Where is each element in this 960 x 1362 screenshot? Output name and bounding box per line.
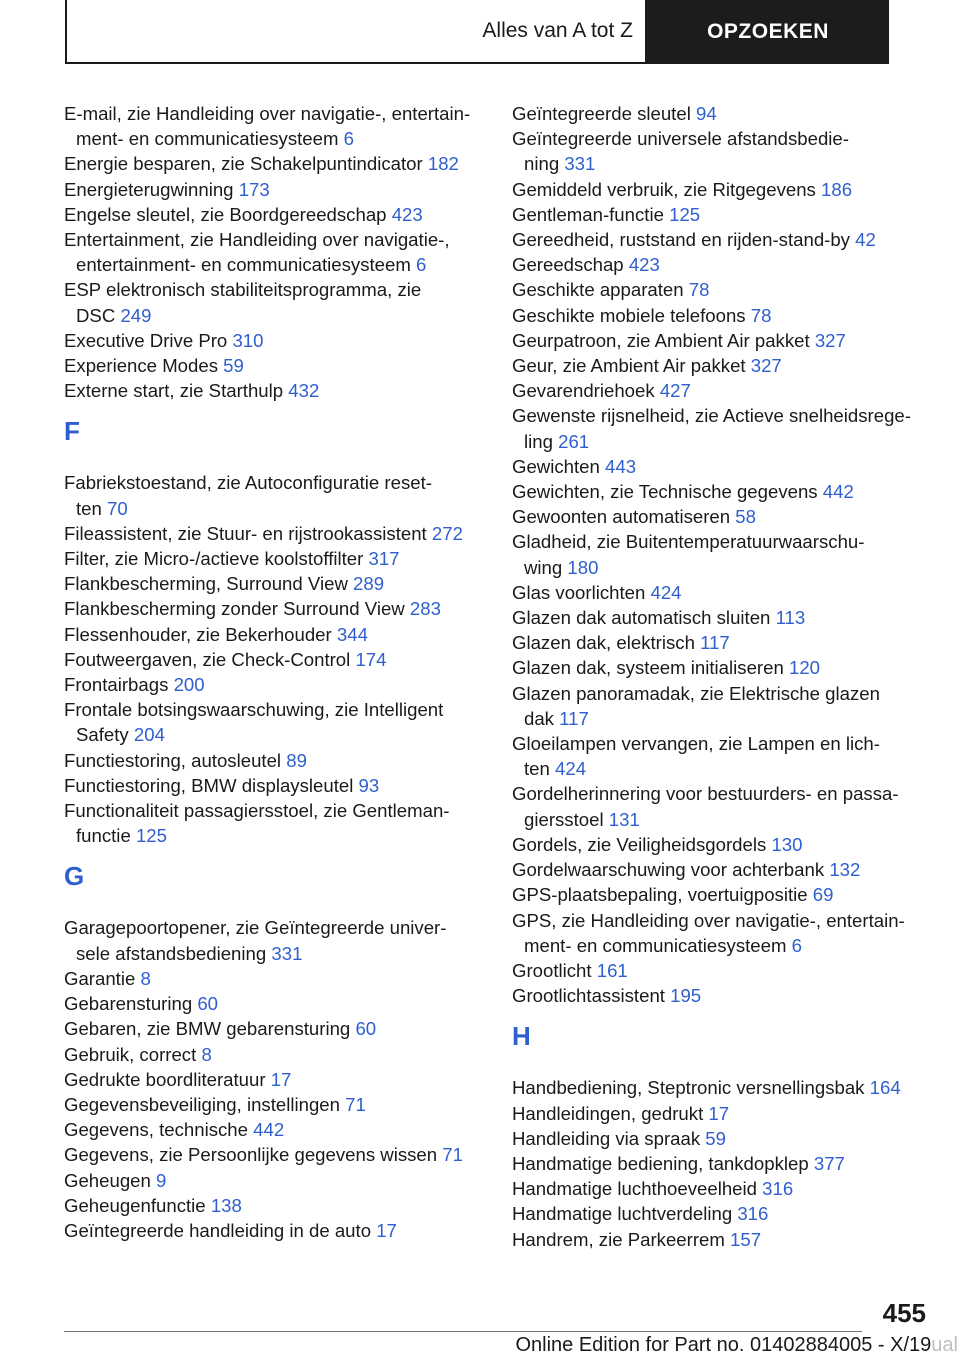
page-link[interactable]: 249 [120, 304, 152, 326]
index-entry [64, 1142, 484, 1167]
index-entry-text: wing [524, 556, 563, 578]
index-entry-text: Grootlicht [512, 959, 592, 981]
index-entry [64, 101, 484, 151]
page-link[interactable]: 186 [821, 178, 853, 200]
index-entry [512, 908, 932, 958]
index-entry-text: Gordels, zie Veiligheidsgordels [512, 833, 767, 855]
index-entry-text: Gordelherinnering voor bestuurders- en passa‐ [512, 783, 899, 805]
page-link[interactable]: 42 [855, 229, 876, 251]
page-link[interactable]: 59 [223, 355, 244, 377]
page-link[interactable]: 327 [814, 329, 846, 351]
index-entry-text: Frontairbags [64, 674, 169, 696]
page-link[interactable]: 78 [750, 304, 772, 326]
index-entry [64, 773, 484, 798]
index-entry-text: Gedrukte boordliteratuur [64, 1068, 266, 1090]
page-link[interactable]: 6 [416, 254, 427, 276]
index-entry-text: Gloeilampen vervangen, zie Lampen en lich‐ [512, 733, 880, 755]
page-link[interactable]: 125 [135, 825, 167, 847]
page-link[interactable]: 377 [813, 1152, 845, 1174]
page-link[interactable]: 89 [286, 749, 307, 771]
index-entry-text: ling [524, 430, 553, 452]
index-entry [64, 991, 484, 1016]
page-link[interactable]: 117 [559, 707, 589, 729]
page-link[interactable]: 424 [650, 581, 682, 603]
index-entry-text: E-mail, zie Handleiding over navigatie-, entertain‐ [64, 103, 471, 124]
page-link[interactable]: 317 [368, 548, 400, 570]
index-entry-text: Gewichten [512, 455, 600, 477]
page-link[interactable]: 204 [133, 724, 165, 746]
page-link[interactable]: 58 [735, 506, 756, 528]
index-entry-text: Garagepoortopener, zie Geïntegreerde univer‐ [64, 917, 447, 939]
index-entry-text: Externe start, zie Starthulp [64, 380, 284, 402]
page-link[interactable]: 71 [345, 1093, 366, 1115]
page-link[interactable]: 331 [271, 942, 303, 964]
index-entry-text: Geur, zie Ambient Air pakket [512, 355, 746, 377]
index-entry-text: ten [524, 758, 550, 780]
index-entry-text: Gereedheid, ruststand en rijden-stand-by [512, 229, 850, 251]
index-entry-text: ning [524, 153, 560, 175]
index-entry-text: ment- en communicatiesysteem [524, 934, 787, 956]
index-entry [64, 1067, 484, 1092]
index-entry [64, 378, 484, 403]
index-entry-text: Glazen panoramadak, zie Elektrische glazen [512, 682, 880, 704]
page-link[interactable]: 423 [628, 254, 660, 276]
index-entry-text: Glazen dak, elektrisch [512, 632, 695, 654]
page-link[interactable]: 344 [336, 623, 368, 645]
index-entry [512, 403, 932, 453]
page-link[interactable]: 93 [358, 774, 380, 796]
page-link[interactable]: 261 [558, 430, 590, 452]
index-entry-text: sele afstandsbediening [76, 942, 267, 964]
page-link[interactable]: 6 [343, 128, 354, 150]
index-column-left [64, 101, 484, 1243]
index-entry [64, 571, 484, 596]
index-entry [512, 1151, 932, 1176]
index-entry-text: Glazen dak automatisch sluiten [512, 607, 771, 629]
page-link[interactable]: 8 [140, 967, 151, 989]
index-entry [64, 672, 484, 697]
footer-watermark: ual [931, 1334, 958, 1356]
page-link[interactable]: 200 [173, 674, 205, 696]
index-entry [512, 681, 932, 731]
page-link[interactable]: 60 [197, 993, 219, 1015]
index-entry-text: functie [76, 825, 131, 847]
index-column-right [512, 101, 932, 1252]
index-entry [64, 1218, 484, 1243]
index-entry-text: Gebarensturing [64, 993, 193, 1015]
index-entry-text: Geïntegreerde sleutel [512, 103, 691, 124]
index-entry [64, 1092, 484, 1117]
page-link[interactable]: 8 [201, 1043, 212, 1065]
index-entry-text: dak [524, 707, 554, 729]
footer-edition-text: Online Edition for Part no. 01402884005 - X/19 [515, 1334, 932, 1356]
index-entry [512, 832, 932, 857]
page-link[interactable]: 331 [564, 153, 596, 175]
index-entry-text: Experience Modes [64, 355, 218, 377]
index-entry [64, 798, 484, 848]
index-entry-text: Fileassistent, zie Stuur- en rijstrookassistent [64, 522, 427, 544]
index-entry [512, 252, 932, 277]
index-entry [64, 596, 484, 621]
index-entry [512, 882, 932, 907]
index-entry-text: Handbediening, Steptronic versnellingsbak [512, 1077, 865, 1099]
page-link[interactable]: 6 [791, 934, 802, 956]
page-link[interactable]: 120 [788, 657, 821, 679]
index-entry [512, 1227, 932, 1252]
index-entry-text: Gemiddeld verbruik, zie Ritgegevens [512, 178, 816, 200]
page-link[interactable]: 60 [355, 1018, 377, 1040]
index-entry-text: Gordelwaarschuwing voor achterbank [512, 859, 825, 881]
page-link[interactable]: 59 [705, 1127, 726, 1149]
index-entry [512, 781, 932, 831]
index-letter-heading: F [64, 416, 80, 447]
index-entry-text: Filter, zie Micro-/actieve koolstoffilter [64, 548, 364, 570]
index-entry [512, 529, 932, 579]
page-link[interactable]: 427 [659, 380, 691, 402]
page-link[interactable]: 316 [737, 1203, 769, 1225]
index-entry-text: Foutweergaven, zie Check-Control [64, 648, 351, 670]
index-entry-text: ten [76, 497, 102, 519]
index-entry [512, 277, 932, 302]
index-entry [512, 177, 932, 202]
page-link[interactable]: 423 [391, 203, 423, 225]
page-link[interactable]: 113 [775, 607, 806, 629]
index-entry [64, 647, 484, 672]
page-link[interactable]: 174 [355, 648, 387, 670]
index-entry [64, 151, 484, 176]
index-entry [512, 983, 932, 1008]
index-entry [64, 470, 484, 520]
page-link[interactable]: 272 [431, 522, 463, 544]
page-link[interactable]: 161 [596, 959, 628, 981]
index-entry [512, 1126, 932, 1151]
index-entry [512, 504, 932, 529]
page-link[interactable]: 131 [608, 808, 640, 830]
index-entry-text: DSC [76, 304, 116, 326]
index-entry [64, 697, 484, 747]
index-entry [64, 177, 484, 202]
index-entry-text: Glas voorlichten [512, 581, 646, 603]
index-entry [512, 731, 932, 781]
page-number: 455 [882, 1298, 926, 1328]
index-entry-text: Geheugenfunctie [64, 1194, 206, 1216]
page-link[interactable]: 283 [409, 598, 441, 620]
page-link[interactable]: 69 [812, 884, 834, 906]
page-link[interactable]: 70 [107, 497, 128, 519]
page-link[interactable]: 442 [253, 1119, 285, 1141]
page-link[interactable]: 164 [869, 1077, 901, 1099]
index-entry-text: Executive Drive Pro [64, 329, 228, 351]
index-entry [64, 202, 484, 227]
index-entry [512, 126, 932, 176]
page-link[interactable]: 94 [696, 103, 717, 124]
index-entry [512, 202, 932, 227]
index-entry [512, 655, 932, 680]
page-link[interactable]: 432 [288, 380, 320, 402]
index-entry [64, 227, 484, 277]
index-entry-text: Functiestoring, autosleutel [64, 749, 282, 771]
index-entry-text: Gentleman-functie [512, 203, 664, 225]
index-entry [64, 277, 484, 327]
index-entry [64, 353, 484, 378]
page-link[interactable]: 132 [829, 859, 861, 881]
index-entry-text: Energieterugwinning [64, 178, 234, 200]
index-entry [512, 454, 932, 479]
index-entry [512, 227, 932, 252]
index-entry-text: Geïntegreerde handleiding in de auto [64, 1219, 372, 1241]
index-entry [64, 1016, 484, 1041]
page-link[interactable]: 130 [771, 833, 803, 855]
index-entry [64, 966, 484, 991]
index-entry [64, 546, 484, 571]
index-entry [512, 1075, 932, 1100]
page-link[interactable]: 195 [670, 985, 702, 1007]
index-entry-text: Gereedschap [512, 254, 624, 276]
page-link[interactable]: 442 [822, 481, 854, 503]
index-entry-text: ment- en communicatiesysteem [76, 128, 339, 150]
footer-divider [64, 1331, 862, 1332]
index-entry-text: Gewenste rijsnelheid, zie Actieve snelheidsrege‐ [512, 405, 911, 427]
index-entry [512, 353, 932, 378]
index-entry [512, 857, 932, 882]
page-link[interactable]: 125 [669, 203, 701, 225]
index-entry [512, 378, 932, 403]
tab-alles-van-a-tot-z[interactable]: Alles van A tot Z [65, 0, 647, 64]
page-link[interactable]: 9 [156, 1169, 167, 1191]
index-entry [512, 1101, 932, 1126]
index-entry [512, 101, 932, 126]
header-tabs [65, 0, 889, 64]
index-entry [512, 479, 932, 504]
index-entry-text: Geschikte apparaten [512, 279, 684, 301]
index-entry-text: Handmatige luchthoeveelheid [512, 1178, 757, 1200]
index-entry-text: Flessenhouder, zie Bekerhouder [64, 623, 332, 645]
index-entry [64, 915, 484, 965]
page-link[interactable]: 71 [442, 1144, 463, 1166]
page-link[interactable]: 157 [730, 1228, 762, 1250]
index-entry-text: Functionaliteit passagiersstoel, zie Gentleman- [64, 800, 450, 822]
index-entry [512, 1201, 932, 1226]
index-entry [512, 630, 932, 655]
page-link[interactable]: 182 [427, 153, 459, 175]
index-entry-text: Handrem, zie Parkeerrem [512, 1228, 725, 1250]
index-entry [64, 1193, 484, 1218]
index-entry [64, 328, 484, 353]
index-entry-text: GPS-plaatsbepaling, voertuigpositie [512, 884, 808, 906]
page-link[interactable]: 443 [605, 455, 637, 477]
index-entry-text: Gladheid, zie Buitentemperatuurwaarschu‐ [512, 531, 865, 553]
index-entry [512, 328, 932, 353]
index-entry-text: Handleiding via spraak [512, 1127, 701, 1149]
index-entry-text: Flankbescherming, Surround View [64, 573, 348, 595]
index-entry-text: Gewoonten automatiseren [512, 506, 731, 528]
index-entry-text: Gegevens, technische [64, 1119, 248, 1141]
page-link[interactable]: 17 [270, 1068, 292, 1090]
page-link[interactable]: 316 [762, 1178, 794, 1200]
page-link[interactable]: 310 [232, 329, 264, 351]
tab-opzoeken[interactable]: OPZOEKEN [647, 0, 889, 64]
index-entry-text: Gegevens, zie Persoonlijke gegevens wissen [64, 1144, 438, 1166]
page-link[interactable]: 138 [210, 1194, 242, 1216]
page-link[interactable]: 327 [750, 355, 782, 377]
index-entry-text: entertainment- en communicatiesysteem [76, 254, 411, 276]
index-entry-text: Flankbescherming zonder Surround View [64, 598, 405, 620]
index-entry-text: Glazen dak, systeem initialiseren [512, 657, 784, 679]
index-entry [512, 580, 932, 605]
index-entry-text: Functiestoring, BMW displaysleutel [64, 774, 354, 796]
index-entry-text: Energie besparen, zie Schakelpuntindicator [64, 153, 423, 175]
index-entry-text: Gebruik, correct [64, 1043, 197, 1065]
index-entry [64, 748, 484, 773]
page-link[interactable]: 424 [555, 758, 587, 780]
index-entry [512, 958, 932, 983]
index-entry-text: Geurpatroon, zie Ambient Air pakket [512, 329, 810, 351]
index-entry-text: Gegevensbeveiliging, instellingen [64, 1093, 340, 1115]
index-entry [512, 605, 932, 630]
index-entry-text: Handmatige bediening, tankdopklep [512, 1152, 809, 1174]
index-entry-text: giersstoel [524, 808, 604, 830]
index-entry-text: GPS, zie Handleiding over navigatie-, entertain‐ [512, 909, 905, 931]
footer-edition [0, 1334, 958, 1357]
index-entry-text: Garantie [64, 967, 136, 989]
index-entry-text: Safety [76, 724, 129, 746]
index-entry-text: ESP elektronisch stabiliteitsprogramma, zie [64, 279, 422, 301]
index-entry-text: Entertainment, zie Handleiding over navigatie-, [64, 229, 450, 251]
index-entry-text: Gewichten, zie Technische gegevens [512, 481, 818, 503]
index-entry [64, 1042, 484, 1067]
index-entry-text: Engelse sleutel, zie Boordgereedschap [64, 203, 387, 225]
index-entry [64, 521, 484, 546]
page-link[interactable]: 17 [708, 1102, 730, 1124]
index-entry [512, 303, 932, 328]
page-link[interactable]: 17 [376, 1219, 397, 1241]
index-letter-heading: G [64, 861, 85, 892]
index-entry [64, 1117, 484, 1142]
page-link[interactable]: 289 [353, 573, 385, 595]
index-entry [64, 622, 484, 647]
index-entry-text: Geheugen [64, 1169, 151, 1191]
page-link[interactable]: 78 [688, 279, 710, 301]
index-entry-text: Geïntegreerde universele afstandsbedie‐ [512, 128, 849, 150]
page-link[interactable]: 180 [567, 556, 599, 578]
page-link[interactable]: 173 [238, 178, 270, 200]
index-letter-heading: H [512, 1021, 531, 1052]
index-entry-text: Fabriekstoestand, zie Autoconfiguratie reset‐ [64, 472, 432, 494]
index-entry-text: Gebaren, zie BMW gebarensturing [64, 1018, 351, 1040]
index-entry-text: Gevarendriehoek [512, 380, 655, 402]
index-entry-text: Handleidingen, gedrukt [512, 1102, 704, 1124]
index-entry-text: Grootlichtassistent [512, 985, 665, 1007]
index-entry-text: Geschikte mobiele telefoons [512, 304, 746, 326]
index-entry [512, 1176, 932, 1201]
page-link[interactable]: 117 [700, 632, 730, 654]
index-entry-text: Handmatige luchtverdeling [512, 1203, 733, 1225]
index-entry [64, 1168, 484, 1193]
index-entry-text: Frontale botsingswaarschuwing, zie Intelligent [64, 699, 444, 721]
